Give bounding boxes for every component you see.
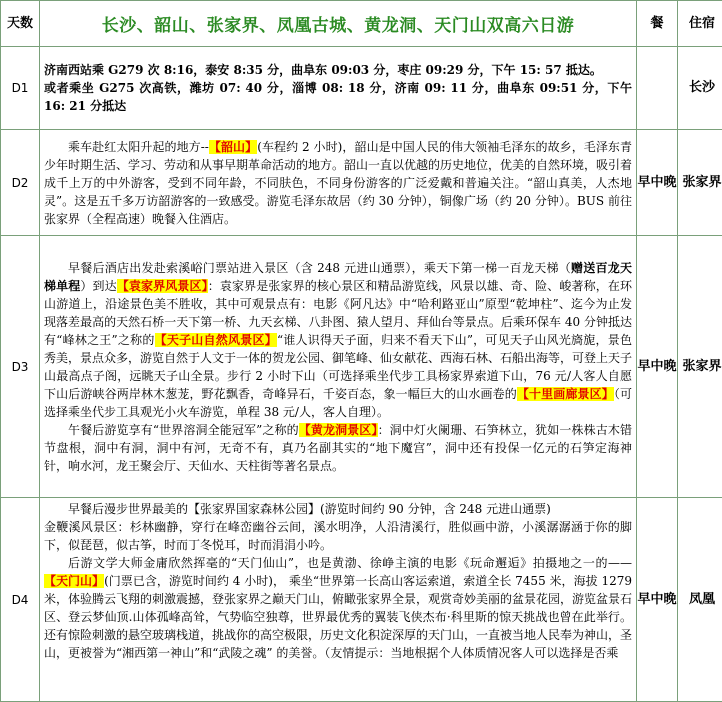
train-option-2: 或者乘坐 G275 次高铁，潍坊 07: 40 分，淄博 08: 18 分，济南 09: 11 分，曲阜东 09:51 分，下午 16: 21 分抵达 — [44, 79, 632, 115]
day-description — [40, 498, 637, 702]
day-number: D2 — [1, 130, 40, 236]
text-span: 后游文学大师金庸欣然挥毫的“天门仙山”，也是黄渤、徐峥主演的电影《玩命邂逅》拍摄地之一的—— — [68, 556, 632, 570]
paragraph: 早餐后漫步世界最美的【张家界国家森林公园】(游览时间约 90 分钟，含 248 元进山通票) — [44, 500, 632, 518]
highlight-shaoshan: 【韶山】 — [209, 140, 257, 154]
text-span: （可选择乘坐代步工具观光小火车游览，单程 38 元/人，客人自理）。 — [44, 387, 632, 419]
stay-cell: 凤凰 — [678, 498, 722, 702]
text-span: ：洞中灯火阑珊、石笋林立，犹如一株株古木错节盘根，洞中有洞，洞中有河，无奇不有，真乃名副其实的“地下魔宫”，洞中还有投保一亿元的石笋定海神针，响水河，龙王聚会厅、天仙水、天柱街等著名景点。 — [44, 423, 632, 473]
header-row — [1, 1, 722, 47]
stay-cell: 张家界 — [678, 130, 722, 236]
day-description — [40, 130, 637, 236]
text-span: 午餐后游览享有“世界溶洞全能冠军”之称的 — [68, 423, 299, 437]
text-span: 早餐后酒店出发赴索溪峪门票站进入景区（含 248 元进山通票），乘天下第一梯一百龙天梯（ — [68, 261, 571, 275]
day-number: D3 — [1, 236, 40, 498]
stay-cell: 长沙 — [678, 47, 722, 130]
stay-column-header: 住宿 — [678, 1, 722, 47]
highlight-yuanjiajie: 【袁家界风景区】 — [117, 279, 208, 293]
paragraph — [44, 138, 632, 228]
day-number: D4 — [1, 498, 40, 702]
highlight-huanglongdong: 【黄龙洞景区】 — [299, 423, 378, 437]
text-span: (门票已含，游览时间约 4 小时)， 乘坐“世界第一长高山客运索道，索道全长 7455 米，海拔 1279 米，体验腾云飞翔的刺激震撼，登张家界之巅天门山，俯瞰张家界全景，观赏奇妙美丽的盆景花园，游览盆景石区、登云梦仙顶.山体孤峰高耸，气势临空独尊，世界最优秀的翼装飞侠杰布·科里斯的惊天挑战也曾在此举行。还有惊险刺激的悬空玻璃栈道，挑战你的高空极限，历史文化积淀深厚的天门山，一直被当地人民奉为神山，圣山，更被誉为“湘西第一神山”和“武陵之魂” 的美誉。（友情提示：当地根据个人体质情况客人可以选择是否乘 — [44, 574, 632, 660]
text-span: ：袁家界是张家界的核心景区和精品游览线，风景以雄、奇、险、峻著称，在环山游道上，沿途景色美不胜收，其中可观景点有：电影《阿凡达》中“哈利路亚山”原型“乾坤柱”、迄今为止发现落差最高的天然石桥一天下第一桥、九天玄梯、八卦图、猿人望月、拜仙台等景点。后乘环保车 40 分钟抵达有“峰林之王”之称的 — [44, 279, 632, 347]
table-row-d2 — [1, 130, 722, 236]
day-description — [40, 236, 637, 498]
paragraph — [44, 421, 632, 475]
table-row-d4 — [1, 498, 722, 702]
meal-cell: 早中晚 — [637, 236, 678, 498]
table-row-d3 — [1, 236, 722, 498]
text-span: “谁人识得天子面，归来不看天下山”，可见天子山风光旖旎，景色秀美，景点众多，游览自然于人文于一体的贺龙公园、御笔峰、仙女献花、西海石林、石船出海等，可登上天子山最高点子阁，远眺天子山全景。步行 2 小时下山（可选择乘坐代步工具杨家界索道下山，76 元/人客人自愿下山后游峡谷两岸林木葱茏，野花飘香，奇峰异石，千姿百态，象一幅巨大的山水画卷的 — [44, 333, 632, 401]
meal-cell: 早中晚 — [637, 130, 678, 236]
meal-column-header: 餐 — [637, 1, 678, 47]
day-column-header: 天数 — [1, 1, 40, 47]
highlight-tianzishan: 【天子山自然风景区】 — [155, 333, 277, 347]
day-number: D1 — [1, 47, 40, 130]
meal-cell — [637, 47, 678, 130]
table-row-d1 — [1, 47, 722, 130]
train-option-1: 济南西站乘 G279 次 8:16，泰安 8:35 分，曲阜东 09:03 分，枣庄 09:29 分，下午 15: 57 抵达。 — [44, 61, 632, 79]
text-span: (车程约 2 小时)，韶山是中国人民的伟大领袖毛泽东的故乡，毛泽东青少年时期生活、学习、劳动和从事早期革命活动的地方。韶山一直以优越的历史地位，优美的自然环境，吸引着成千上万的中外游客，受到不同年龄，不同肤色，不同身份游客的广泛爱戴和普遍关注。“韶山真美，人杰地灵”。这是五千多万访韶游客的一致感受。游览毛泽东故居（约 30 分钟），铜像广场（约 20 分钟）。BUS 前往张家界（全程高速）晚餐入住酒店。 — [44, 140, 632, 226]
meal-cell: 早中晚 — [637, 498, 678, 702]
bold-span: 赠送百龙天梯单程 — [44, 261, 632, 293]
highlight-shilihualang: 【十里画廊景区】 — [517, 387, 614, 401]
paragraph — [44, 554, 632, 662]
stay-cell: 张家界 — [678, 236, 722, 498]
paragraph: 金鞭溪风景区：杉林幽静，穿行在峰峦幽谷云间，溪水明净，人沿清溪行，胜似画中游，小溪潺潺涵于你的脚下，似琵琶，似古筝，时而丁冬悦耳，时而涓涓小吟。 — [44, 518, 632, 554]
day-description — [40, 47, 637, 130]
highlight-tianmenshan: 【天门山】 — [44, 574, 104, 588]
tour-title: 长沙、韶山、张家界、凤凰古城、黄龙洞、天门山双高六日游 — [40, 1, 637, 47]
text-span: 乘车赴红太阳升起的地方-- — [68, 140, 209, 154]
paragraph — [44, 259, 632, 421]
text-span: ）到达 — [80, 279, 116, 293]
